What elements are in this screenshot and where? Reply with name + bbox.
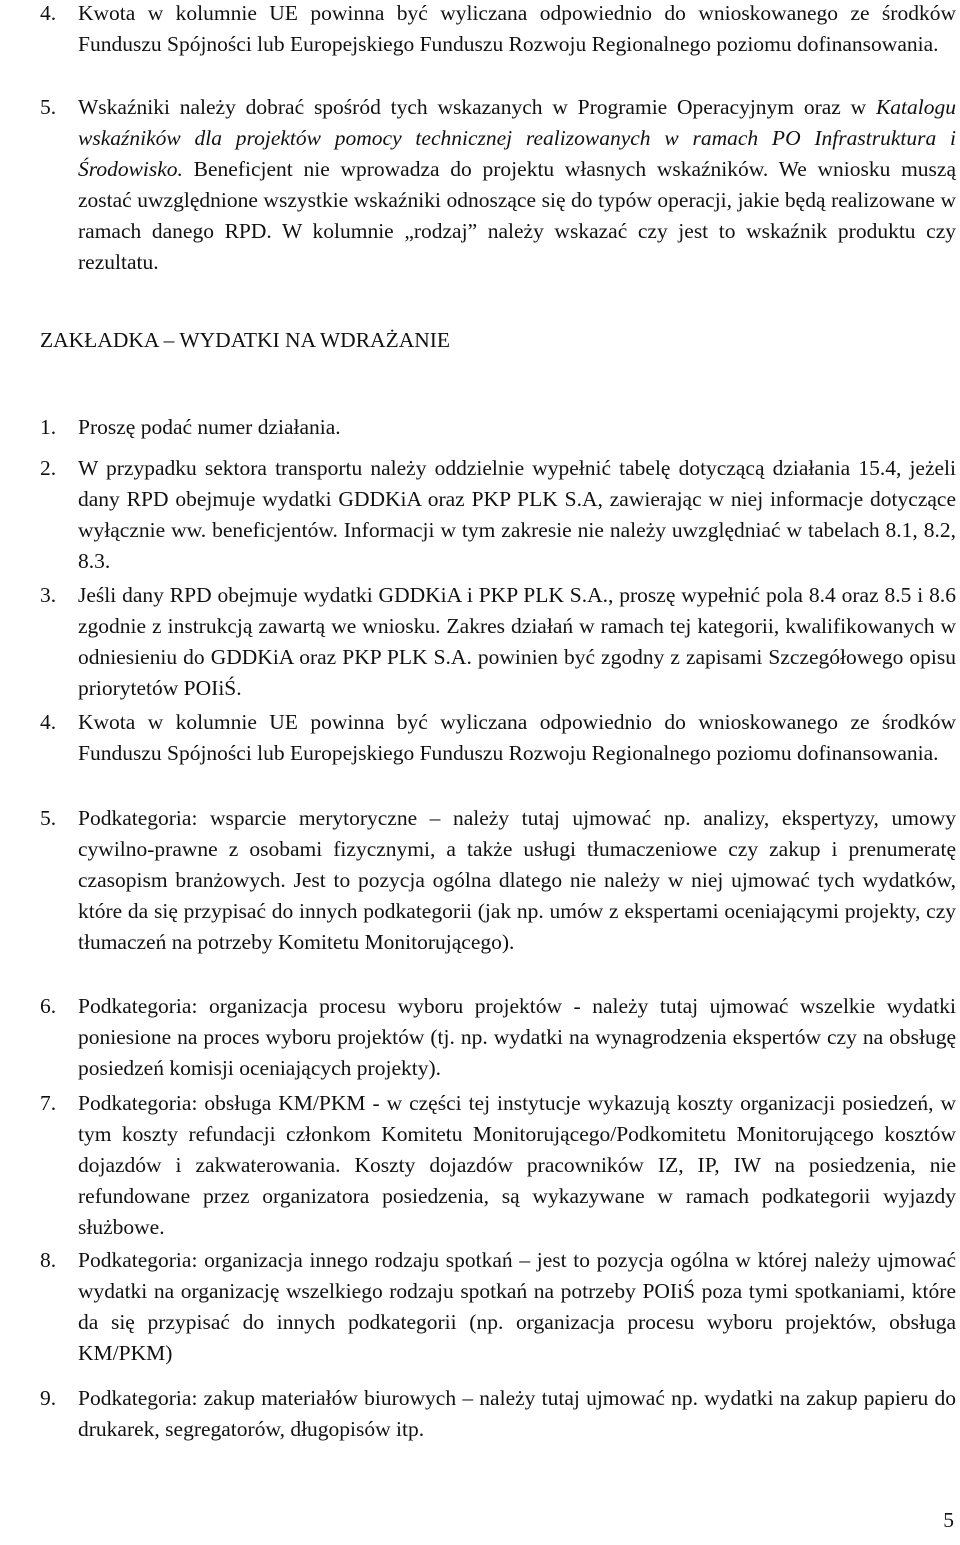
item-number: 2.: [40, 456, 57, 480]
section-heading: ZAKŁADKA – WYDATKI NA WDRAŻANIE: [40, 328, 451, 352]
item-number: 4.: [40, 710, 57, 734]
item-text: Podkategoria: wsparcie merytoryczne – należy tutaj ujmować np. analizy, ekspertyzy, umowy cywilno-prawne z osobami fizycznymi, a także usługi tłumaczeniowe czy zakup i prenumeratę czasopism branżowych. Jest to pozycja ogólna dlatego nie należy w niej ujmować tych wydatków, które da się przypisać do innych podkategorii (jak np. umów z ekspertami oceniającymi projekty, czy tłumaczeń na potrzeby Komitetu Monitorującego).: [78, 806, 956, 954]
item-number: 5.: [40, 806, 57, 830]
list-item: [40, 707, 956, 769]
list-item: [40, 580, 956, 704]
list-item: [40, 1245, 956, 1369]
list-item: [40, 92, 956, 278]
item-text: Podkategoria: obsługa KM/PKM - w części tej instytucje wykazują koszty organizacji posiedzeń, w tym koszty refundacji członkom Komitetu Monitorującego/Podkomitetu Monitorującego kosztów dojazdów i zakwaterowania. Koszty dojazdów pracowników IZ, IP, IW na posiedzenia, nie refundowane przez organizatora posiedzenia, są wykazywane w ramach podkategorii wyjazdy służbowe.: [78, 1091, 956, 1239]
item-number: 3.: [40, 583, 57, 607]
item-text: Podkategoria: organizacja procesu wyboru projektów - należy tutaj ujmować wszelkie wydatki poniesione na proces wyboru projektów (tj. np. wydatki na wynagrodzenia ekspertów czy na obsługę posiedzeń komisji oceniających projekty).: [78, 994, 956, 1080]
item-text: Podkategoria: zakup materiałów biurowych – należy tutaj ujmować np. wydatki na zakup papieru do drukarek, segregatorów, długopisów itp.: [78, 1386, 956, 1441]
item-text: Kwota w kolumnie UE powinna być wyliczana odpowiednio do wnioskowanego ze środków Funduszu Spójności lub Europejskiego Funduszu Rozwoju Regionalnego poziomu dofinansowania.: [78, 1, 956, 56]
item-number: 7.: [40, 1091, 57, 1115]
item-number: 9.: [40, 1386, 57, 1410]
item-text-part: Beneficjent nie wprowadza do projektu własnych wskaźników. We wniosku muszą zostać uwzględnione wszystkie wskaźniki odnoszące się do typów operacji, jakie będą realizowane w ramach danego RPD. W kolumnie „rodzaj” należy wskazać czy jest to wskaźnik produktu czy rezultatu.: [78, 157, 956, 274]
list-item: [40, 412, 956, 443]
list-item: [40, 1383, 956, 1445]
list-item: [40, 0, 956, 60]
list-item: [40, 453, 956, 577]
item-number: 1.: [40, 415, 57, 439]
list-item: [40, 1088, 956, 1243]
item-number: 5.: [40, 95, 57, 119]
catalog-title: Katalogu wskaźników dla projektów pomocy technicznej realizowanych w ramach PO Infrastruktura i Środowisko.: [78, 95, 956, 181]
item-text-part: Wskaźniki należy dobrać spośród tych wskazanych w Programie Operacyjnym oraz w: [78, 95, 876, 119]
item-text: Podkategoria: organizacja innego rodzaju spotkań – jest to pozycja ogólna w której należy ujmować wydatki na organizację wszelkiego rodzaju spotkań na potrzeby POIiŚ poza tymi spotkaniami, które da się przypisać do innych podkategorii (np. organizacja procesu wyboru projektów, obsługa KM/PKM): [78, 1248, 956, 1365]
item-number: 6.: [40, 994, 57, 1018]
item-text: W przypadku sektora transportu należy oddzielnie wypełnić tabelę dotyczącą działania 15.4, jeżeli dany RPD obejmuje wydatki GDDKiA oraz PKP PLK S.A, zawierając w niej informacje dotyczące wyłącznie ww. beneficjentów. Informacji w tym zakresie nie należy uwzględniać w tabelach 8.1, 8.2, 8.3.: [78, 456, 956, 573]
item-text: Proszę podać numer działania.: [78, 415, 341, 439]
item-text: Jeśli dany RPD obejmuje wydatki GDDKiA i PKP PLK S.A., proszę wypełnić pola 8.4 oraz 8.5 i 8.6 zgodnie z instrukcją zawartą we wniosku. Zakres działań w ramach tej kategorii, kwalifikowanych w odniesieniu do GDDKiA oraz PKP PLK S.A. powinien być zgodny z zapisami Szczegółowego opisu priorytetów POIiŚ.: [78, 583, 956, 700]
list-item: [40, 991, 956, 1084]
page-number: 5: [943, 1508, 954, 1532]
list-item: [40, 803, 956, 958]
item-number: 4.: [40, 1, 57, 25]
item-text: [78, 92, 956, 278]
item-number: 8.: [40, 1248, 57, 1272]
item-text: Kwota w kolumnie UE powinna być wyliczana odpowiednio do wnioskowanego ze środków Funduszu Spójności lub Europejskiego Funduszu Rozwoju Regionalnego poziomu dofinansowania.: [78, 710, 956, 765]
